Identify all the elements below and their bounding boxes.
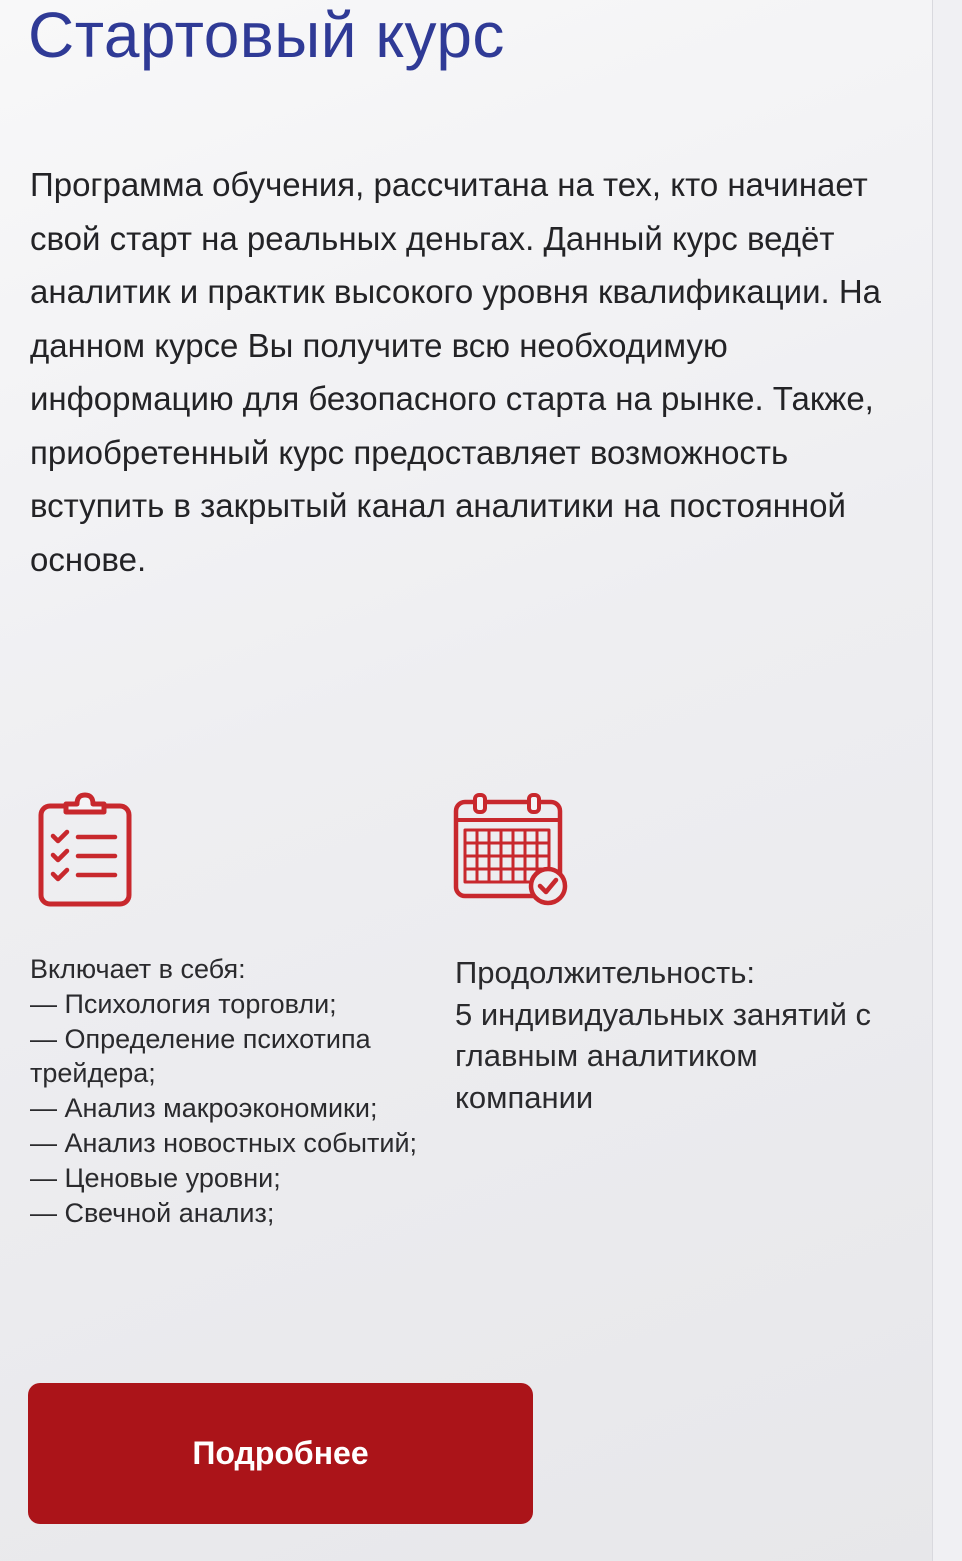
list-item: — Анализ новостных событий; bbox=[30, 1127, 418, 1158]
duration-text: 5 индивидуальных занятий с главным аналитиком компании bbox=[455, 996, 872, 1115]
course-description: Программа обучения, рассчитана на тех, кто начинает свой старт на реальных деньгах. Данный курс ведёт аналитик и практик высокого уровня квалификации. На данном курсе Вы получите всю необходимую информацию для безопасного старта на рынке. Также, приобретенный курс предоставляет возможность вступить в закрытый канал аналитики на постоянной основе. bbox=[30, 166, 882, 578]
features-list bbox=[30, 952, 430, 1230]
list-item: — Ценовые уровни; bbox=[30, 1162, 281, 1193]
list-item: — Свечной анализ; bbox=[30, 1197, 275, 1228]
duration-heading: Продолжительность: bbox=[455, 955, 755, 990]
list-item: — Психология торговли; bbox=[30, 988, 337, 1019]
features-heading: Включает в себя: bbox=[30, 954, 246, 984]
course-title: Стартовый курс bbox=[28, 0, 505, 71]
next-card-edge bbox=[932, 0, 962, 1561]
more-details-button[interactable]: Подробнее bbox=[28, 1383, 533, 1524]
list-item: — Определение психотипа трейдера; bbox=[30, 1023, 371, 1089]
calendar-check-icon bbox=[452, 792, 570, 908]
checklist-icon bbox=[36, 790, 134, 910]
duration-block bbox=[455, 952, 875, 1118]
list-item: — Анализ макроэкономики; bbox=[30, 1093, 378, 1124]
